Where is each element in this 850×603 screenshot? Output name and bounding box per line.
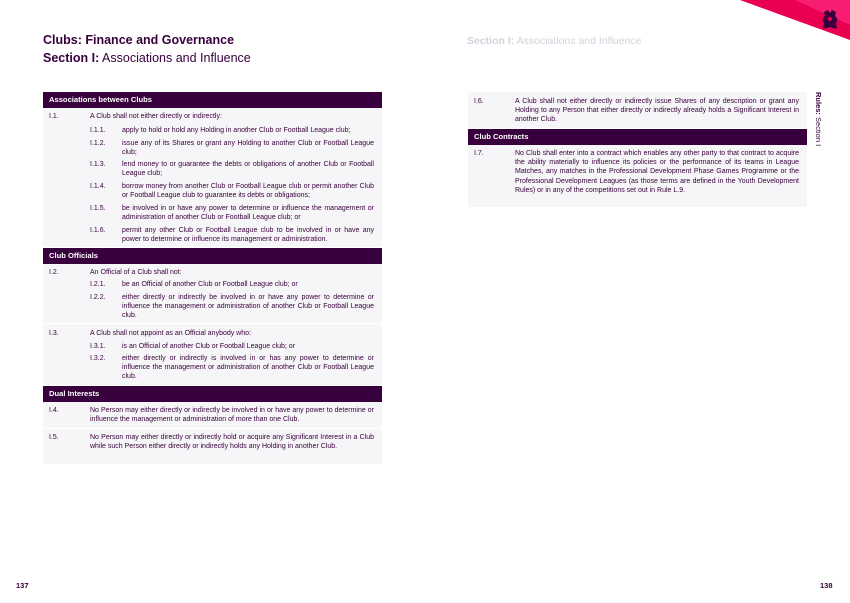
clause-text: apply to hold or hold any Holding in another Club or Football League club; (122, 127, 351, 134)
running-header-label: Section I: (467, 35, 515, 47)
section-header-officials: Club Officials (43, 248, 382, 264)
clause-number: I.2.1. (90, 281, 106, 288)
clause-text: either directly or indirectly be involved in or have any power to determine or influence the management or administration of another Club or Football League club. (122, 294, 374, 320)
clause-text: A Club shall not appoint as an Official anybody who: (90, 330, 251, 337)
clause-number: I.6. (474, 98, 484, 105)
clause-text: borrow money from another Club or Football League club or permit another Club or Football League club to guarantee its debts or obligations; (122, 183, 374, 200)
section-header-associations: Associations between Clubs (43, 92, 382, 108)
row-divider (43, 428, 382, 429)
clause-number: I.1.4. (90, 183, 106, 190)
clause-text: No Person may either directly or indirectly be involved in or have any power to determine or influence the management or administration of more than one Club. (90, 407, 374, 424)
clause-number: I.3.1. (90, 343, 106, 350)
clause-text: A Club shall not either directly or indirectly issue Shares of any description or grant any Holding to any Person that either directly or indirectly already holds a Significant Interest in another Club. (515, 98, 799, 124)
side-running-title (814, 92, 823, 146)
clause-text: issue any of its Shares or grant any Holding to another Club or Football League club; (122, 140, 374, 157)
row-divider (43, 323, 382, 324)
side-running-bold: Rules: (814, 92, 823, 115)
clause-number: I.3. (49, 330, 59, 337)
section-label: Section I: (43, 51, 100, 65)
page-title: Clubs: Finance and Governance (43, 33, 235, 47)
section-header-dual-interests: Dual Interests (43, 386, 382, 402)
clause-number: I.2.2. (90, 294, 106, 301)
clause-text: An Official of a Club shall not: (90, 269, 182, 276)
clause-number: I.4. (49, 407, 59, 414)
clause-number: I.3.2. (90, 355, 106, 362)
side-running-rest: Section I (814, 114, 823, 147)
clause-number: I.1.3. (90, 161, 106, 168)
page-number-right: 138 (820, 581, 833, 590)
running-header-name: Associations and Influence (514, 35, 642, 47)
clause-text: is an Official of another Club or Football League club; or (122, 343, 296, 350)
clause-text: No Person may either directly or indirectly hold or acquire any Significant Interest in a Club while such Person either directly or indirectly holds any Holding in another Club. (90, 434, 374, 451)
clause-number: I.5. (49, 434, 59, 441)
clause-number: I.1.1. (90, 127, 106, 134)
clause-text: permit any other Club or Football League club to be involved in or have any power to determine or influence its management or administration. (122, 227, 374, 244)
lion-crest-icon (820, 9, 840, 31)
running-header (467, 35, 642, 47)
clause-number: I.1.5. (90, 205, 106, 212)
clause-number: I.1. (49, 113, 59, 120)
clause-text: No Club shall enter into a contract which enables any other party to that contract to acquire the ability materially to influence its policies or the performance of its teams in League Matches, any matches in the Professional Development Phase Games Programme or the Professional Development Leagues (as those terms are defined in the Youth Development Rules) or in any of the competitions set out in Rule L.9. (515, 150, 799, 194)
section-name: Associations and Influence (99, 51, 251, 65)
section-header-club-contracts: Club Contracts (468, 129, 807, 145)
clause-number: I.7. (474, 150, 484, 157)
clause-text: lend money to or guarantee the debts or obligations of another Club or Football League club; (122, 161, 374, 178)
clause-number: I.1.6. (90, 227, 106, 234)
clause-text: be an Official of another Club or Football League club; or (122, 281, 298, 288)
clause-number: I.2. (49, 269, 59, 276)
clause-number: I.1.2. (90, 140, 106, 147)
page-number-left: 137 (16, 581, 29, 590)
clause-text: either directly or indirectly is involved in or has any power to determine or influence the management or administration of another Club or Football League club. (122, 355, 374, 381)
section-title (43, 51, 251, 65)
clause-text: be involved in or have any power to determine or influence the management or administration of another Club or Football League club; or (122, 205, 374, 222)
clause-text: A Club shall not either directly or indirectly: (90, 113, 222, 120)
